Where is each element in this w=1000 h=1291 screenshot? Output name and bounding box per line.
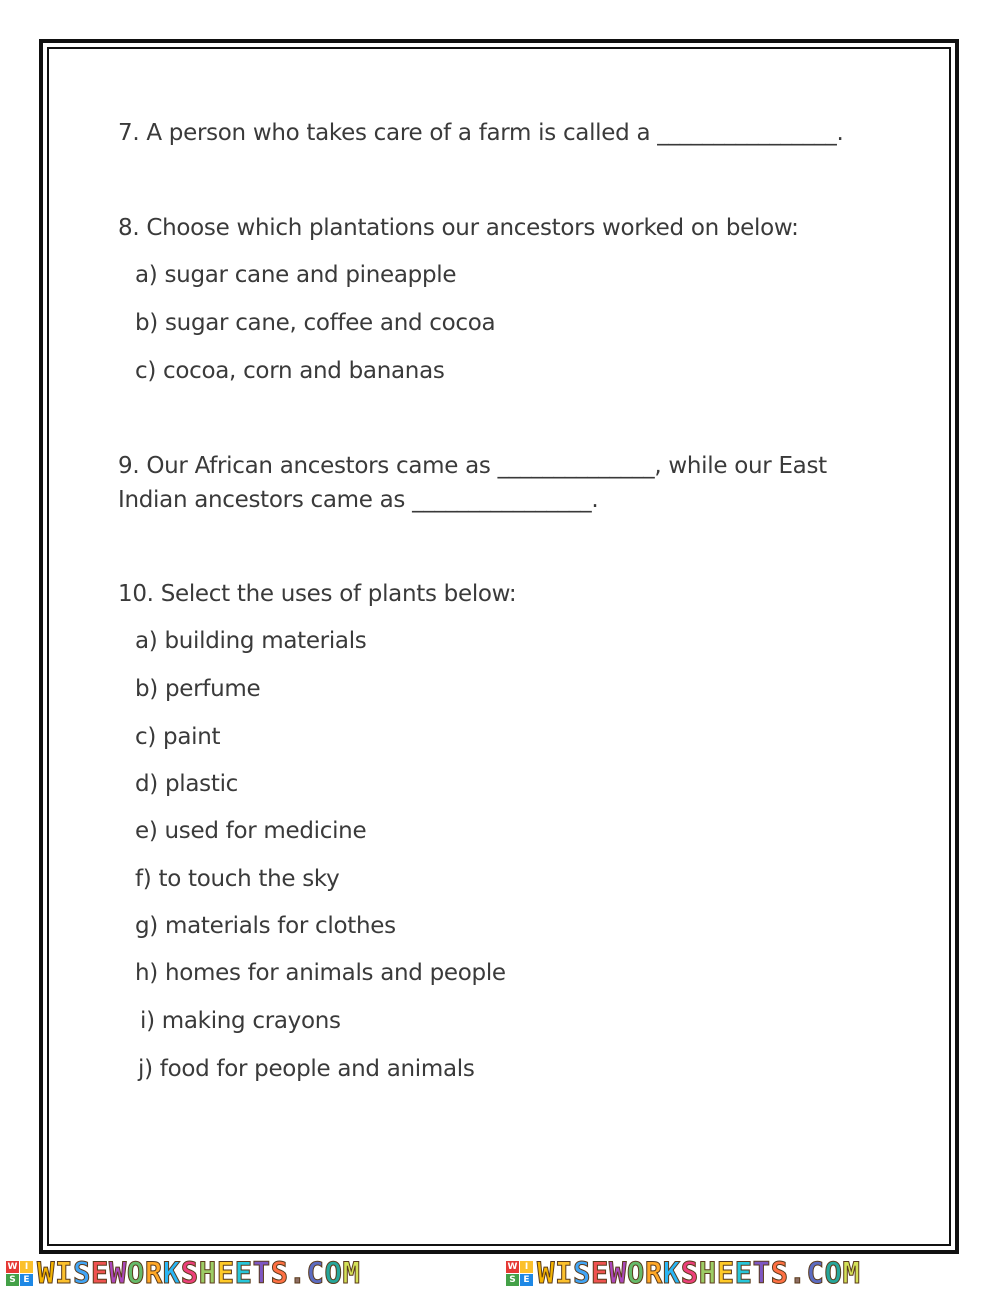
logo-cell: E	[520, 1274, 533, 1286]
question-10-option-d[interactable]: d) plastic	[135, 771, 239, 797]
question-10-option-c[interactable]: c) paint	[135, 724, 221, 750]
brand-text: WISEWORKSHEETS.COM	[37, 1256, 361, 1290]
question-8-option-b[interactable]: b) sugar cane, coffee and cocoa	[135, 310, 496, 336]
question-10-option-h[interactable]: h) homes for animals and people	[135, 960, 506, 986]
logo-cell: W	[7, 1262, 18, 1272]
question-8: 8. Choose which plantations our ancestors worked on below:	[118, 215, 799, 241]
brand-text: WISEWORKSHEETS.COM	[537, 1256, 861, 1290]
question-9-line-1: 9. Our African ancestors came as ______________, while our East	[118, 453, 827, 479]
question-10-option-b[interactable]: b) perfume	[135, 676, 261, 702]
question-8-option-a[interactable]: a) sugar cane and pineapple	[135, 262, 457, 288]
question-8-option-c[interactable]: c) cocoa, corn and bananas	[135, 358, 445, 384]
question-7: 7. A person who takes care of a farm is called a ________________.	[118, 120, 844, 146]
question-10-option-f[interactable]: f) to touch the sky	[135, 866, 340, 892]
question-9-line-2: Indian ancestors came as ________________.	[118, 487, 599, 513]
logo-cell: S	[506, 1274, 519, 1286]
question-10: 10. Select the uses of plants below:	[118, 581, 517, 607]
wise-logo-icon	[6, 1261, 33, 1286]
footer-watermark	[0, 1256, 1000, 1291]
logo-cell: W	[507, 1262, 518, 1272]
footer-brand-left	[0, 1256, 500, 1291]
question-10-option-j[interactable]: j) food for people and animals	[138, 1056, 475, 1082]
question-10-option-g[interactable]: g) materials for clothes	[135, 913, 396, 939]
question-10-option-a[interactable]: a) building materials	[135, 628, 367, 654]
footer-brand-right	[500, 1256, 1000, 1291]
wise-logo-icon	[506, 1261, 533, 1286]
question-10-option-e[interactable]: e) used for medicine	[135, 818, 367, 844]
logo-cell: S	[6, 1274, 19, 1286]
logo-cell: I	[20, 1261, 33, 1273]
logo-cell: E	[20, 1274, 33, 1286]
logo-cell: I	[520, 1261, 533, 1273]
question-10-option-i[interactable]: i) making crayons	[140, 1008, 341, 1034]
